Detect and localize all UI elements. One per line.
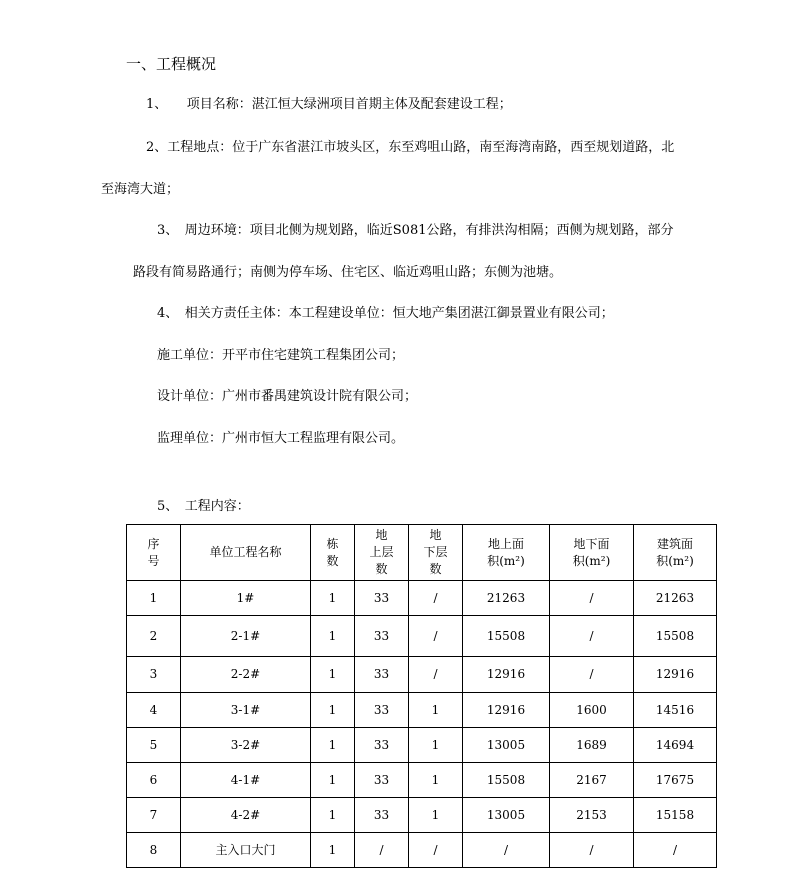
cell-area-below: 1600 [550,693,634,728]
cell-seq: 5 [127,728,181,763]
cell-area-above: 21263 [463,581,550,616]
table-row [127,763,717,798]
cell-floors-below: / [409,833,463,868]
cell-floors-below: / [409,581,463,616]
header-area-total [634,525,717,581]
header-line: 数 [326,553,339,568]
cell-area-total: 14694 [634,728,717,763]
cell-area-total: 21263 [634,581,717,616]
header-line: 建筑面 [656,536,693,551]
table-body [127,581,717,868]
project-content-table [126,524,717,868]
cell-floors-above: 33 [355,763,409,798]
cell-floors-above: 33 [355,616,409,657]
cell-area-total: 17675 [634,763,717,798]
cell-floors-above: 33 [355,728,409,763]
table-row [127,657,717,693]
cell-seq: 6 [127,763,181,798]
cell-building-count: 1 [311,763,355,798]
cell-building-count: 1 [311,581,355,616]
table-header-row [127,525,717,581]
header-seq [127,525,181,581]
cell-floors-below: 1 [409,798,463,833]
cell-unit-name: 主入口大门 [181,833,311,868]
construction-unit: 施工单位：开平市住宅建筑工程集团公司； [157,348,405,363]
item-responsible-parties: 4、 相关方责任主体：本工程建设单位：恒大地产集团湛江御景置业有限公司； [157,306,614,321]
header-building-count [311,525,355,581]
header-floors-above [355,525,409,581]
header-line: 地上面 [487,536,524,551]
cell-area-total: 15158 [634,798,717,833]
cell-unit-name: 3-1# [181,693,311,728]
cell-building-count: 1 [311,693,355,728]
cell-area-below: / [550,657,634,693]
cell-floors-below: / [409,657,463,693]
header-line: 栋 [326,536,339,551]
table-row [127,581,717,616]
cell-building-count: 1 [311,616,355,657]
header-line: 数 [375,562,388,576]
header-line: 积(m²) [487,553,525,568]
cell-area-above: 15508 [463,616,550,657]
cell-unit-name: 2-1# [181,616,311,657]
cell-area-below: / [550,833,634,868]
header-line: 地 [429,528,442,542]
cell-seq: 2 [127,616,181,657]
header-line: 下层 [423,545,448,559]
table-row [127,833,717,868]
cell-unit-name: 4-1# [181,763,311,798]
supervision-unit: 监理单位：广州市恒大工程监理有限公司。 [157,431,405,446]
cell-area-above: 12916 [463,693,550,728]
header-unit-name [181,525,311,581]
table-row [127,798,717,833]
cell-area-total: 14516 [634,693,717,728]
cell-unit-name: 2-2# [181,657,311,693]
cell-floors-below: 1 [409,763,463,798]
cell-floors-below: / [409,616,463,657]
cell-seq: 1 [127,581,181,616]
cell-area-total: / [634,833,717,868]
cell-floors-below: 1 [409,693,463,728]
cell-floors-above: / [355,833,409,868]
cell-building-count: 1 [311,798,355,833]
cell-unit-name: 4-2# [181,798,311,833]
cell-area-above: 12916 [463,657,550,693]
cell-area-above: 15508 [463,763,550,798]
cell-floors-above: 33 [355,693,409,728]
cell-floors-below: 1 [409,728,463,763]
cell-unit-name: 1# [181,581,311,616]
cell-floors-above: 33 [355,657,409,693]
header-line: 积(m²) [572,553,611,568]
header-line: 地下面 [573,536,610,551]
header-area-above [463,525,550,581]
header-line: 数 [429,562,442,576]
cell-area-below: 2167 [550,763,634,798]
cell-area-below: 1689 [550,728,634,763]
header-line: 地 [375,528,388,542]
cell-seq: 4 [127,693,181,728]
cell-seq: 7 [127,798,181,833]
header-floors-below [409,525,463,581]
item-project-content: 5、 工程内容： [157,499,250,514]
cell-area-total: 12916 [634,657,717,693]
item-project-location-cont: 至海湾大道； [101,182,180,197]
cell-area-above: 13005 [463,728,550,763]
cell-seq: 3 [127,657,181,693]
cell-floors-above: 33 [355,581,409,616]
item-surroundings-cont: 路段有简易路通行；南侧为停车场、住宅区、临近鸡咀山路；东侧为池塘。 [133,265,563,280]
header-area-below [550,525,634,581]
cell-area-below: / [550,581,634,616]
header-line: 积(m²) [656,553,694,568]
table-row [127,616,717,657]
item-surroundings: 3、 周边环境：项目北侧为规划路，临近S081公路，有排洪沟相隔；西侧为规划路，部分 [157,223,674,238]
header-line: 上层 [369,545,394,559]
section-title: 一、工程概况 [126,55,217,73]
item-project-location: 2、工程地点：位于广东省湛江市坡头区，东至鸡咀山路，南至海湾南路，西至规划道路，北 [146,140,675,155]
item-project-name: 1、 项目名称：湛江恒大绿洲项目首期主体及配套建设工程； [146,97,512,112]
design-unit: 设计单位：广州市番禺建筑设计院有限公司； [157,389,418,404]
cell-area-above: 13005 [463,798,550,833]
cell-area-total: 15508 [634,616,717,657]
cell-floors-above: 33 [355,798,409,833]
cell-area-below: 2153 [550,798,634,833]
cell-area-above: / [463,833,550,868]
table-row [127,728,717,763]
cell-area-below: / [550,616,634,657]
header-line: 单位工程名称 [209,545,282,559]
header-line: 序 [147,536,160,551]
header-line: 号 [147,553,160,568]
cell-unit-name: 3-2# [181,728,311,763]
cell-seq: 8 [127,833,181,868]
table-row [127,693,717,728]
cell-building-count: 1 [311,657,355,693]
cell-building-count: 1 [311,728,355,763]
cell-building-count: 1 [311,833,355,868]
